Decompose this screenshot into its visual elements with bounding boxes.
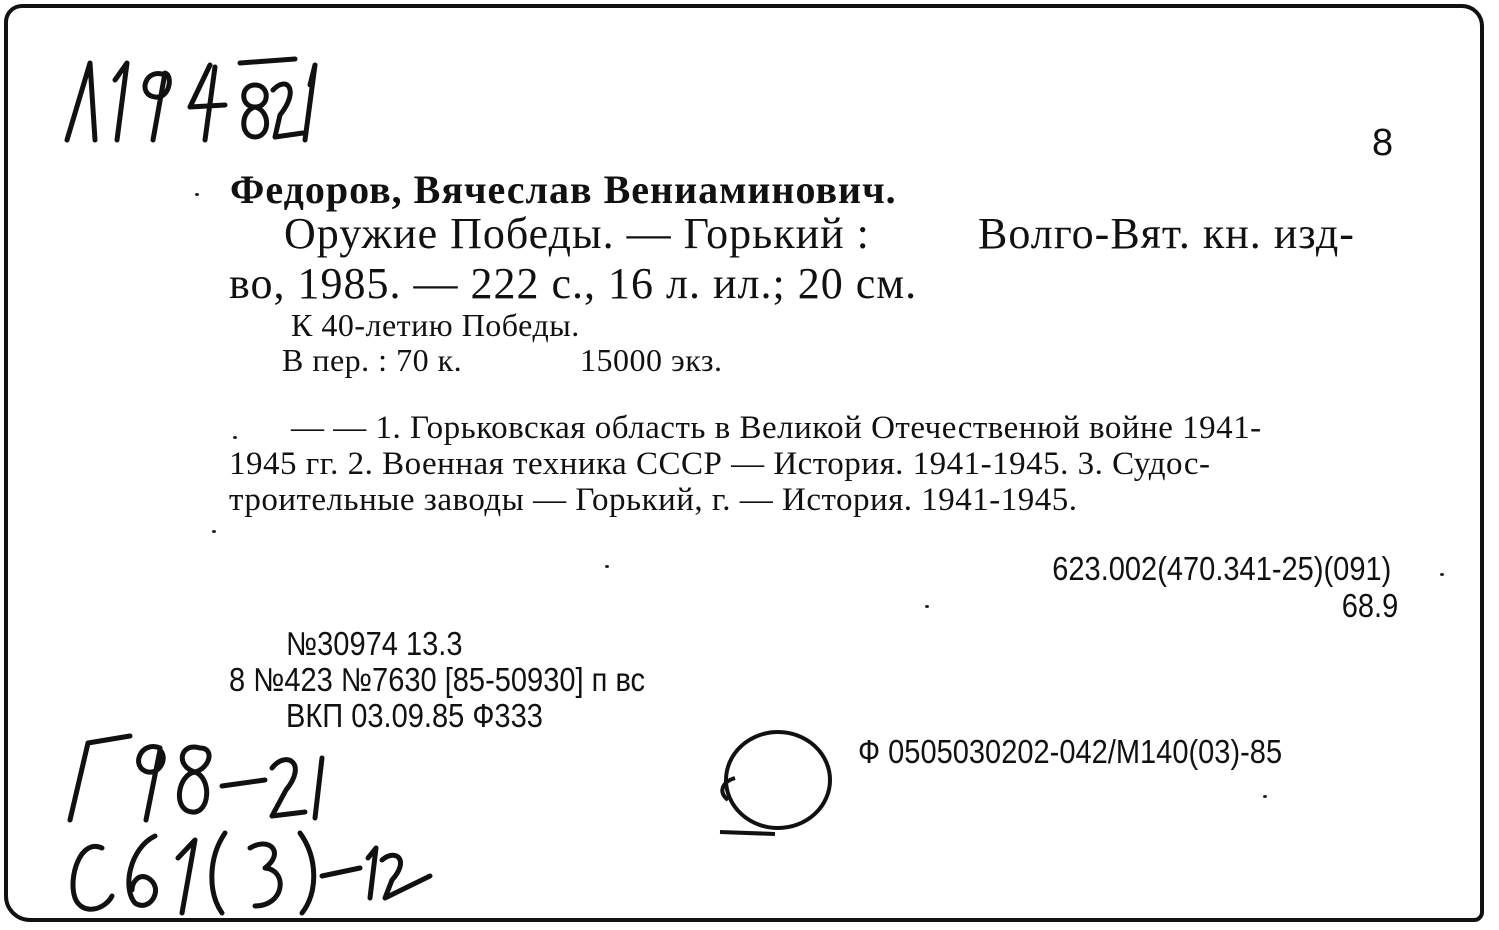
copies-count: 15000 экз. bbox=[580, 342, 723, 378]
speck bbox=[233, 436, 237, 439]
bbk-index: 68.9 bbox=[1341, 587, 1398, 624]
speck bbox=[925, 605, 929, 608]
anniversary-note: К 40-летию Победы. bbox=[291, 307, 580, 343]
subject-headings bbox=[229, 410, 1262, 518]
author-heading: Федоров, Вячеслав Вениаминович. bbox=[230, 167, 897, 212]
speck bbox=[195, 193, 199, 196]
publisher-text: Волго-Вят. кн. изд- bbox=[978, 209, 1355, 258]
handwritten-code-line-1 bbox=[60, 728, 340, 828]
title-line-1: Оружие Победы. — Горький : bbox=[284, 209, 870, 258]
speck bbox=[1440, 573, 1444, 576]
handwritten-call-number-top bbox=[55, 45, 325, 155]
udc-index: 623.002(470.341-25)(091) bbox=[1051, 550, 1391, 587]
isbn-line: Ф 0505030202-042/М140(03)-85 bbox=[858, 733, 1283, 770]
speck bbox=[605, 565, 609, 568]
tech-line-1: №30974 13.3 bbox=[286, 625, 463, 662]
subject-line: троительные заводы — Горький, г. — История. 1941-1945. bbox=[229, 482, 1078, 518]
speck bbox=[212, 530, 216, 533]
page-number: 8 bbox=[1372, 122, 1394, 164]
subject-line: — — 1. Горьковская область в Великой Отечественюй войне 1941- bbox=[291, 410, 1262, 446]
speck bbox=[1263, 795, 1267, 798]
title-line-2: во, 1985. — 222 с., 16 л. ил.; 20 см. bbox=[229, 259, 918, 308]
subject-line: 1945 гг. 2. Военная техника СССР — История. 1941-1945. 3. Судос- bbox=[229, 446, 1211, 482]
tech-line-3: ВКП 03.09.85 Ф333 bbox=[286, 697, 543, 734]
circle-stamp-icon bbox=[700, 720, 840, 850]
tech-line-2: 8 №423 №7630 [85-50930] п вс bbox=[229, 661, 646, 698]
binding-price: В пер. : 70 к. bbox=[282, 342, 463, 378]
handwritten-code-line-2 bbox=[60, 818, 450, 918]
